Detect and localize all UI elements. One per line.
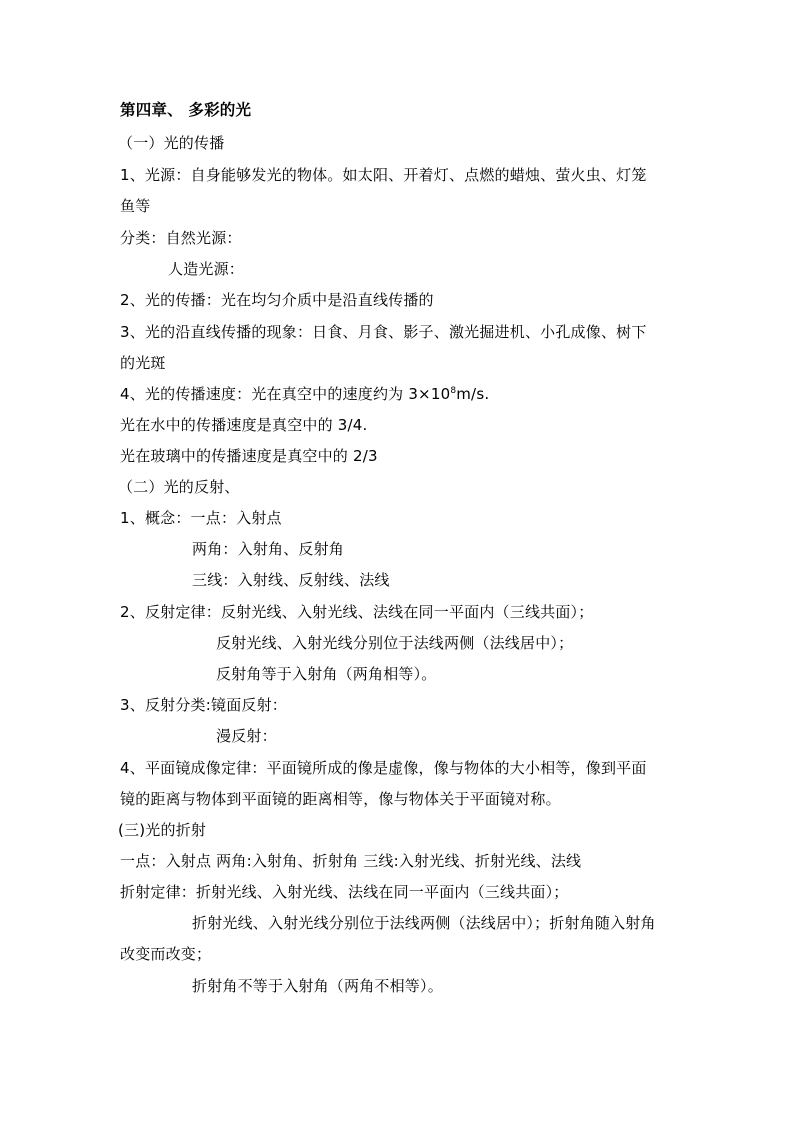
paragraph-line: 分类：自然光源： [120,229,242,247]
paragraph-line: 4、平面镜成像定律：平面镜所成的像是虚像，像与物体的大小相等，像到平面 [120,759,647,777]
paragraph-line: 1、光源：自身能够发光的物体。如太阳、开着灯、点燃的蜡烛、萤火虫、灯笼 [120,166,647,184]
paragraph-line: 折射光线、入射光线分别位于法线两侧（法线居中）；折射角随入射角 [192,914,656,932]
paragraph-line: 鱼等 [120,197,151,215]
section-heading-refraction: (三)光的折射 [118,821,207,839]
paragraph-line: 一点：入射点 两角:入射角、折射角 三线:入射光线、折射光线、法线 [120,852,582,870]
paragraph-line: 折射角不等于入射角（两角不相等）。 [192,977,443,995]
paragraph-line: 漫反射： [216,727,277,745]
paragraph-line: 两角：入射角、反射角 [192,540,345,558]
paragraph-line: 改变而改变； [120,945,212,963]
speed-unit: m/s. [456,385,490,403]
paragraph-line: 光在水中的传播速度是真空中的 3/4. [120,416,368,434]
paragraph-line-speed [120,384,489,404]
paragraph-line: 反射角等于入射角（两角相等）。 [216,665,437,683]
paragraph-line: 光在玻璃中的传播速度是真空中的 2/3 [120,447,378,465]
paragraph-line: 镜的距离与物体到平面镜的距离相等，像与物体关于平面镜对称。 [120,790,561,808]
paragraph-line: 3、光的沿直线传播的现象：日食、月食、影子、激光掘进机、小孔成像、树下 [120,323,647,341]
paragraph-line: 反射光线、入射光线分别位于法线两侧（法线居中）； [216,634,574,652]
chapter-title: 第四章、 多彩的光 [120,101,252,119]
paragraph-line: 的光斑 [120,354,166,372]
paragraph-line: 人造光源： [168,260,245,278]
speed-exponent: 8 [450,386,457,396]
paragraph-line: 2、光的传播：光在均匀介质中是沿直线传播的 [120,291,434,309]
paragraph-line: 1、概念：一点：入射点 [120,509,282,527]
section-heading-reflection: （二）光的反射、 [118,478,240,496]
paragraph-line: 三线：入射线、反射线、法线 [192,571,390,589]
section-heading-propagation: （一）光的传播 [118,134,225,152]
speed-text: 4、光的传播速度：光在真空中的速度约为 3×10 [120,385,451,403]
paragraph-line: 3、反射分类:镜面反射： [120,696,287,714]
paragraph-line: 折射定律：折射光线、入射光线、法线在同一平面内（三线共面）； [120,883,569,901]
paragraph-line: 2、反射定律：反射光线、入射光线、法线在同一平面内（三线共面）； [120,603,594,621]
